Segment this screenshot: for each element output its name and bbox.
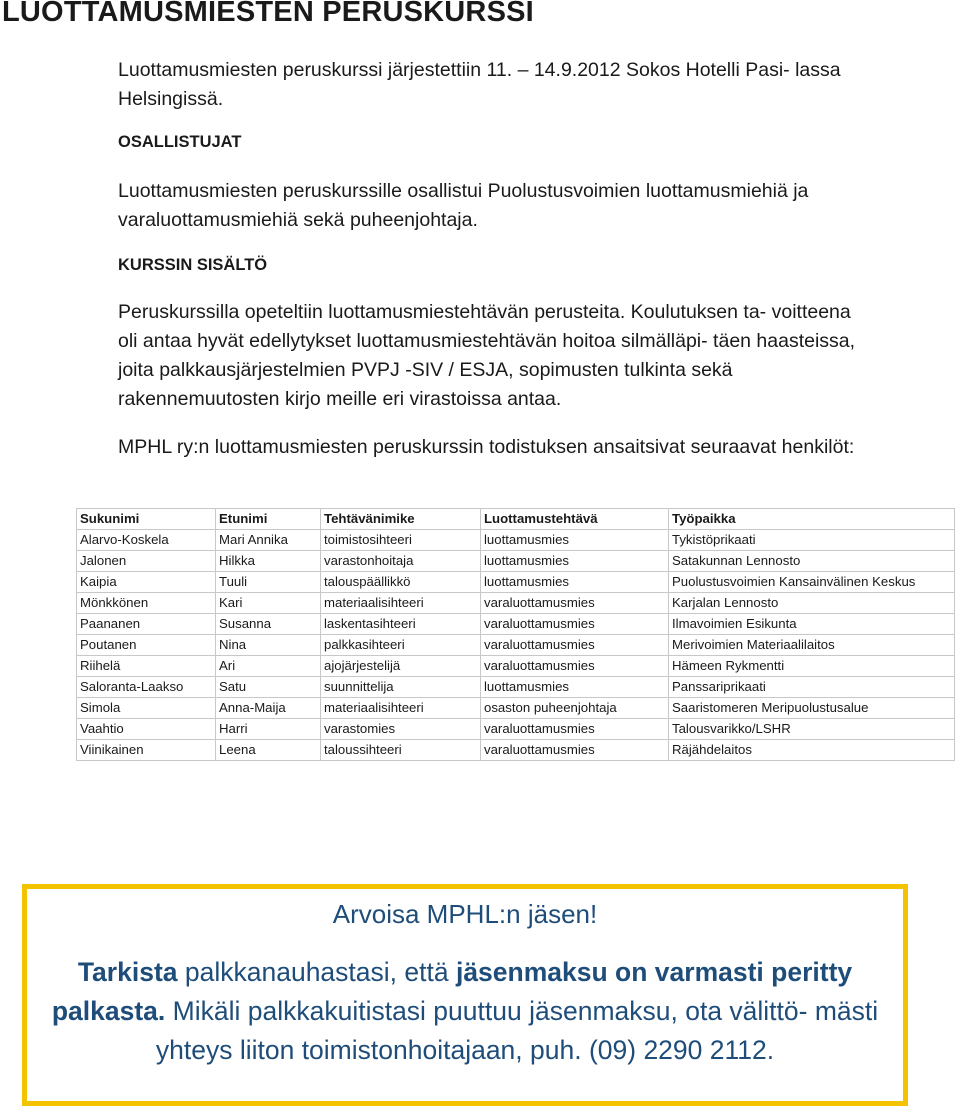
table-cell: Susanna: [216, 614, 321, 635]
table-body: [77, 530, 955, 761]
table-cell: Harri: [216, 719, 321, 740]
table-cell: suunnittelija: [321, 677, 481, 698]
table-cell: luottamusmies: [481, 551, 669, 572]
table-cell: luottamusmies: [481, 530, 669, 551]
table-cell: Mönkkönen: [77, 593, 216, 614]
table-cell: toimistosihteeri: [321, 530, 481, 551]
table-cell: Riihelä: [77, 656, 216, 677]
table-row: [77, 698, 955, 719]
table-cell: Simola: [77, 698, 216, 719]
table-row: [77, 593, 955, 614]
table-cell: Talousvarikko/LSHR: [669, 719, 955, 740]
table-cell: varaluottamusmies: [481, 614, 669, 635]
table-cell: Paananen: [77, 614, 216, 635]
table-cell: Ari: [216, 656, 321, 677]
table-cell: Saaristomeren Meripuolustusalue: [669, 698, 955, 719]
table-row: [77, 656, 955, 677]
table-cell: laskentasihteeri: [321, 614, 481, 635]
table-cell: Räjähdelaitos: [669, 740, 955, 761]
table-cell: Alarvo-Koskela: [77, 530, 216, 551]
table-cell: Kari: [216, 593, 321, 614]
content-heading: KURSSIN SISÄLTÖ: [118, 256, 268, 274]
table-row: [77, 635, 955, 656]
notice-text-2: Mikäli palkkakuitistasi puuttuu jäsenmaksu, ota välittö- mästi yhteys liiton toimistonhoitajaan, puh. (09) 2290 2112.: [155, 996, 879, 1065]
table-row: [77, 740, 955, 761]
notice-bold-fee: jäsenmaksu on varmasti peritty palkasta.: [51, 957, 853, 1026]
column-header: Luottamustehtävä: [481, 509, 669, 530]
table-cell: ajojärjestelijä: [321, 656, 481, 677]
column-header: Työpaikka: [669, 509, 955, 530]
notice-text-1: palkkanauhastasi, että: [177, 957, 456, 987]
table-cell: varaluottamusmies: [481, 740, 669, 761]
table-cell: Poutanen: [77, 635, 216, 656]
table-cell: Hilkka: [216, 551, 321, 572]
table-cell: Karjalan Lennosto: [669, 593, 955, 614]
table-row: [77, 572, 955, 593]
table-cell: Tykistöprikaati: [669, 530, 955, 551]
notice-body: [37, 953, 893, 1070]
table-cell: Jalonen: [77, 551, 216, 572]
table-cell: Kaipia: [77, 572, 216, 593]
table-cell: varastomies: [321, 719, 481, 740]
table-cell: Puolustusvoimien Kansainvälinen Keskus: [669, 572, 955, 593]
notice-title: Arvoisa MPHL:n jäsen!: [332, 899, 598, 929]
column-header: Etunimi: [216, 509, 321, 530]
page-title: LUOTTAMUSMIESTEN PERUSKURSSI: [2, 0, 534, 28]
table-cell: Satakunnan Lennosto: [669, 551, 955, 572]
table-cell: varaluottamusmies: [481, 635, 669, 656]
table-cell: Nina: [216, 635, 321, 656]
column-header: Sukunimi: [77, 509, 216, 530]
table-cell: varaluottamusmies: [481, 656, 669, 677]
table-cell: luottamusmies: [481, 677, 669, 698]
table-cell: Merivoimien Materiaalilaitos: [669, 635, 955, 656]
participants-table: [76, 508, 954, 761]
table-cell: taloussihteeri: [321, 740, 481, 761]
participants-heading: OSALLISTUJAT: [118, 133, 242, 151]
table-cell: Ilmavoimien Esikunta: [669, 614, 955, 635]
table-header-row: [77, 509, 955, 530]
table-row: [77, 551, 955, 572]
table-row: [77, 677, 955, 698]
table-cell: osaston puheenjohtaja: [481, 698, 669, 719]
notice-bold-check: Tarkista: [77, 957, 178, 987]
table-cell: Mari Annika: [216, 530, 321, 551]
column-header: Tehtävänimike: [321, 509, 481, 530]
membership-notice-box: [22, 884, 908, 1106]
table-cell: Leena: [216, 740, 321, 761]
table-cell: talouspäällikkö: [321, 572, 481, 593]
table-cell: varaluottamusmies: [481, 719, 669, 740]
table-cell: Panssariprikaati: [669, 677, 955, 698]
table-cell: Vaahtio: [77, 719, 216, 740]
table-cell: Anna-Maija: [216, 698, 321, 719]
table-row: [77, 719, 955, 740]
table-cell: luottamusmies: [481, 572, 669, 593]
table-cell: Hämeen Rykmentti: [669, 656, 955, 677]
certificate-paragraph: MPHL ry:n luottamusmiesten peruskurssin todistuksen ansaitsivat seuraavat henkilöt:: [118, 436, 855, 458]
table-row: [77, 614, 955, 635]
intro-paragraph: Luottamusmiesten peruskurssi järjestettiin 11. – 14.9.2012 Sokos Hotelli Pasi- lassa Helsingissä.: [118, 59, 841, 110]
table-row: [77, 530, 955, 551]
table-cell: materiaalisihteeri: [321, 593, 481, 614]
table-cell: Saloranta-Laakso: [77, 677, 216, 698]
table-cell: palkkasihteeri: [321, 635, 481, 656]
table-cell: Tuuli: [216, 572, 321, 593]
table-cell: varastonhoitaja: [321, 551, 481, 572]
table-cell: Satu: [216, 677, 321, 698]
content-paragraph: Peruskurssilla opeteltiin luottamusmiestehtävän perusteita. Koulutuksen ta- voitteena oli antaa hyvät edellytykset luottamusmiestehtävän hoitoa silmälläpi- täen haasteissa, joita palkkausjärjestelmien PVPJ -SIV / ESJA, sopimusten tulkinta sekä rakennemuutosten kirjo meille eri virastoissa antaa.: [118, 301, 856, 410]
table-cell: varaluottamusmies: [481, 593, 669, 614]
table-cell: materiaalisihteeri: [321, 698, 481, 719]
participants-paragraph: Luottamusmiesten peruskurssille osallistui Puolustusvoimien luottamusmiehiä ja varaluottamusmiehiä sekä puheenjohtaja.: [118, 180, 809, 231]
table-cell: Viinikainen: [77, 740, 216, 761]
